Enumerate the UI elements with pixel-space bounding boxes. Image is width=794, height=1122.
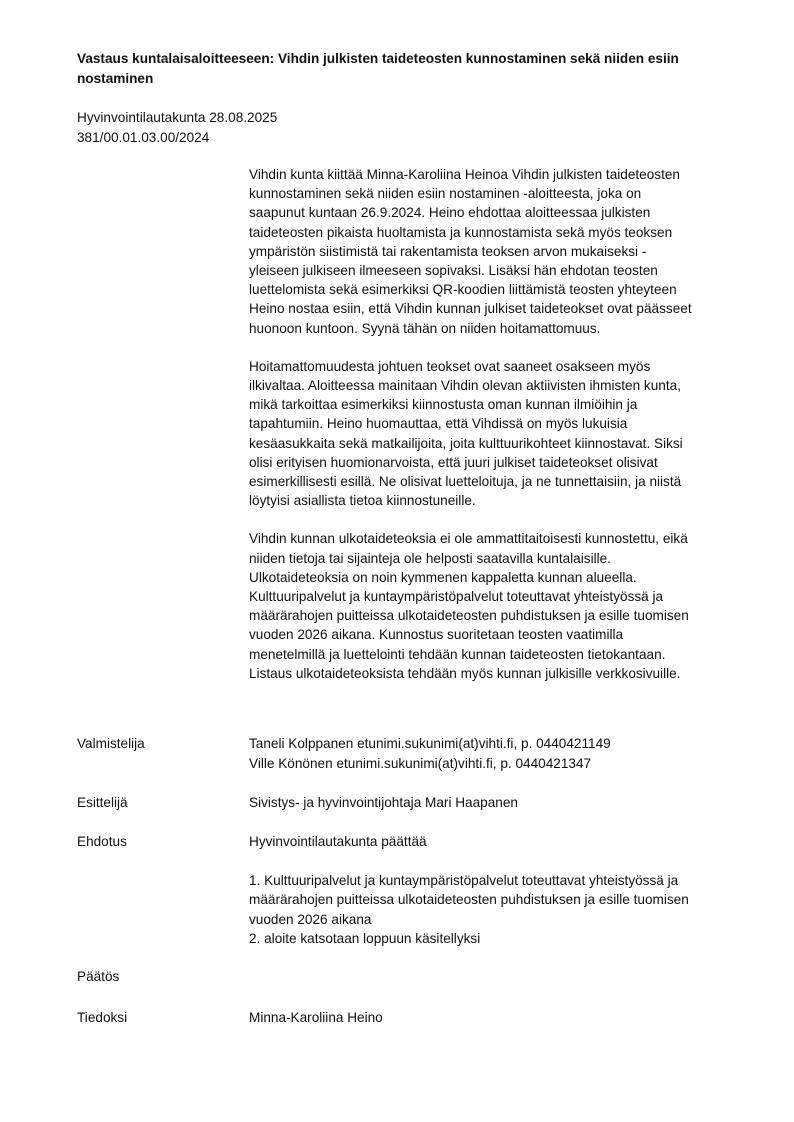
text-line: taideteosten pikaista huoltamista ja kunnostamista sekä myös teoksen bbox=[249, 224, 673, 240]
proposal-line: 2. aloite katsotaan loppuun käsitellyksi bbox=[249, 931, 481, 946]
reference-number: 381/00.01.03.00/2024 bbox=[77, 130, 210, 145]
text-line: ympäristön siistimistä tai rakentamista teoksen arvon mukaiseksi - bbox=[249, 243, 647, 259]
text-line: kesäasukkaita sekä matkailijoita, joita kulttuurikohteet kiinnostavat. Siksi bbox=[249, 435, 683, 451]
text-line: esimerkillisesti esillä. Ne olisivat luetteloituja, ja ne tunnettaisiin, ja niistä bbox=[249, 474, 682, 490]
text-line: vuoden 2026 aikana. Kunnostus suoritetaan teosten vaatimilla bbox=[249, 627, 624, 643]
committee-date: Hyvinvointilautakunta 28.08.2025 bbox=[77, 110, 278, 125]
document-title: Vastaus kuntalaisaloitteeseen: Vihdin julkisten taideteosten kunnostaminen sekä niiden esiin nostaminen bbox=[77, 51, 679, 86]
text-line: määrärahojen puitteissa ulkotaideteosten puhdistuksen ja esille tuomisen bbox=[249, 608, 689, 624]
text-line: mikä tarkoittaa esimerkiksi kiinnostusta oman kunnan ilmiöihin ja bbox=[249, 397, 638, 413]
preparer-line: Ville Könönen etunimi.sukunimi(at)vihti.fi, p. 0440421347 bbox=[249, 755, 592, 771]
text-line: Ulkotaideteoksia on noin kymmenen kappaletta kunnan alueella. bbox=[249, 569, 637, 585]
text-line: löytyisi asiallista tietoa kiinnostuneille. bbox=[249, 493, 476, 509]
text-line: Hoitamattomuudesta johtuen teokset ovat saaneet osakseen myös bbox=[249, 358, 651, 374]
ehdotus-value bbox=[249, 832, 769, 949]
text-line: yleiseen julkiseen ilmeeseen sopivaksi. Lisäksi hän ehdotan teosten bbox=[249, 263, 658, 279]
text-line: huonoon kuntoon. Syynä tähän on niiden hoitamattomuus. bbox=[249, 320, 601, 336]
text-line: tapahtumiin. Heino huomauttaa, että Vihdissä on myös lukuisia bbox=[249, 416, 628, 432]
body-paragraph-2 bbox=[249, 357, 749, 511]
paatos-label: Päätös bbox=[77, 969, 120, 984]
esittelija-value: Sivistys- ja hyvinvointijohtaja Mari Haapanen bbox=[249, 795, 518, 810]
text-line: saapunut kuntaan 26.9.2024. Heino ehdottaa aloitteessaa julkisten bbox=[249, 205, 651, 221]
body-paragraph-3 bbox=[249, 529, 749, 683]
text-line: luettelomista sekä esimerkiksi QR-koodien liittämistä teosten yhteyteen bbox=[249, 282, 677, 298]
text-line: ilkivaltaa. Aloitteessa mainitaan Vihdin olevan aktiivisten ihmisten kunta, bbox=[249, 378, 681, 394]
text-line: niiden tietoja tai sijainteja ole helposti saatavilla kuntalaisille. bbox=[249, 550, 611, 566]
text-line: Vihdin kunta kiittää Minna-Karoliina Heinoa Vihdin julkisten taideteosten bbox=[249, 167, 680, 182]
body-paragraph-1 bbox=[249, 165, 749, 338]
proposal-line: määrärahojen puitteissa ulkotaideteosten puhdistuksen ja esille tuomisen bbox=[249, 892, 689, 907]
text-line: kunnostaminen sekä niiden esiin nostaminen -aloitteesta, joka on bbox=[249, 186, 642, 202]
text-line: Heino nostaa esiin, että Vihdin kunnan julkiset taideteokset ovat päässeet bbox=[249, 301, 692, 317]
proposal-line: 1. Kulttuuripalvelut ja kuntaympäristöpalvelut toteuttavat yhteistyössä ja bbox=[249, 872, 679, 888]
text-line: Vihdin kunnan ulkotaideteoksia ei ole ammattitaitoisesti kunnostettu, eikä bbox=[249, 531, 688, 547]
tiedoksi-value: Minna-Karoliina Heino bbox=[249, 1010, 383, 1025]
valmistelija-value bbox=[249, 734, 769, 773]
valmistelija-label: Valmistelija bbox=[77, 736, 145, 751]
document-meta bbox=[77, 108, 277, 148]
tiedoksi-label: Tiedoksi bbox=[77, 1010, 128, 1025]
text-line: menetelmillä ja luettelointi tehdään kunnan taideteosten tietokantaan. bbox=[249, 646, 666, 662]
text-line: Listaus ulkotaideteoksista tehdään myös kunnan julkisille verkkosivuille. bbox=[249, 665, 681, 681]
response-body bbox=[249, 165, 749, 702]
text-line: Kulttuuripalvelut ja kuntaympäristöpalvelut toteuttavat yhteistyössä ja bbox=[249, 589, 664, 605]
text-line: olisi erityisen huomionarvoista, että juuri julkiset taideteokset olisivat bbox=[249, 454, 658, 470]
ehdotus-label: Ehdotus bbox=[77, 834, 127, 849]
esittelija-label: Esittelijä bbox=[77, 795, 128, 810]
proposal-line: vuoden 2026 aikana bbox=[249, 911, 372, 927]
ehdotus-intro: Hyvinvointilautakunta päättää bbox=[249, 834, 427, 849]
preparer-line: Taneli Kolppanen etunimi.sukunimi(at)vihti.fi, p. 0440421149 bbox=[249, 736, 611, 751]
